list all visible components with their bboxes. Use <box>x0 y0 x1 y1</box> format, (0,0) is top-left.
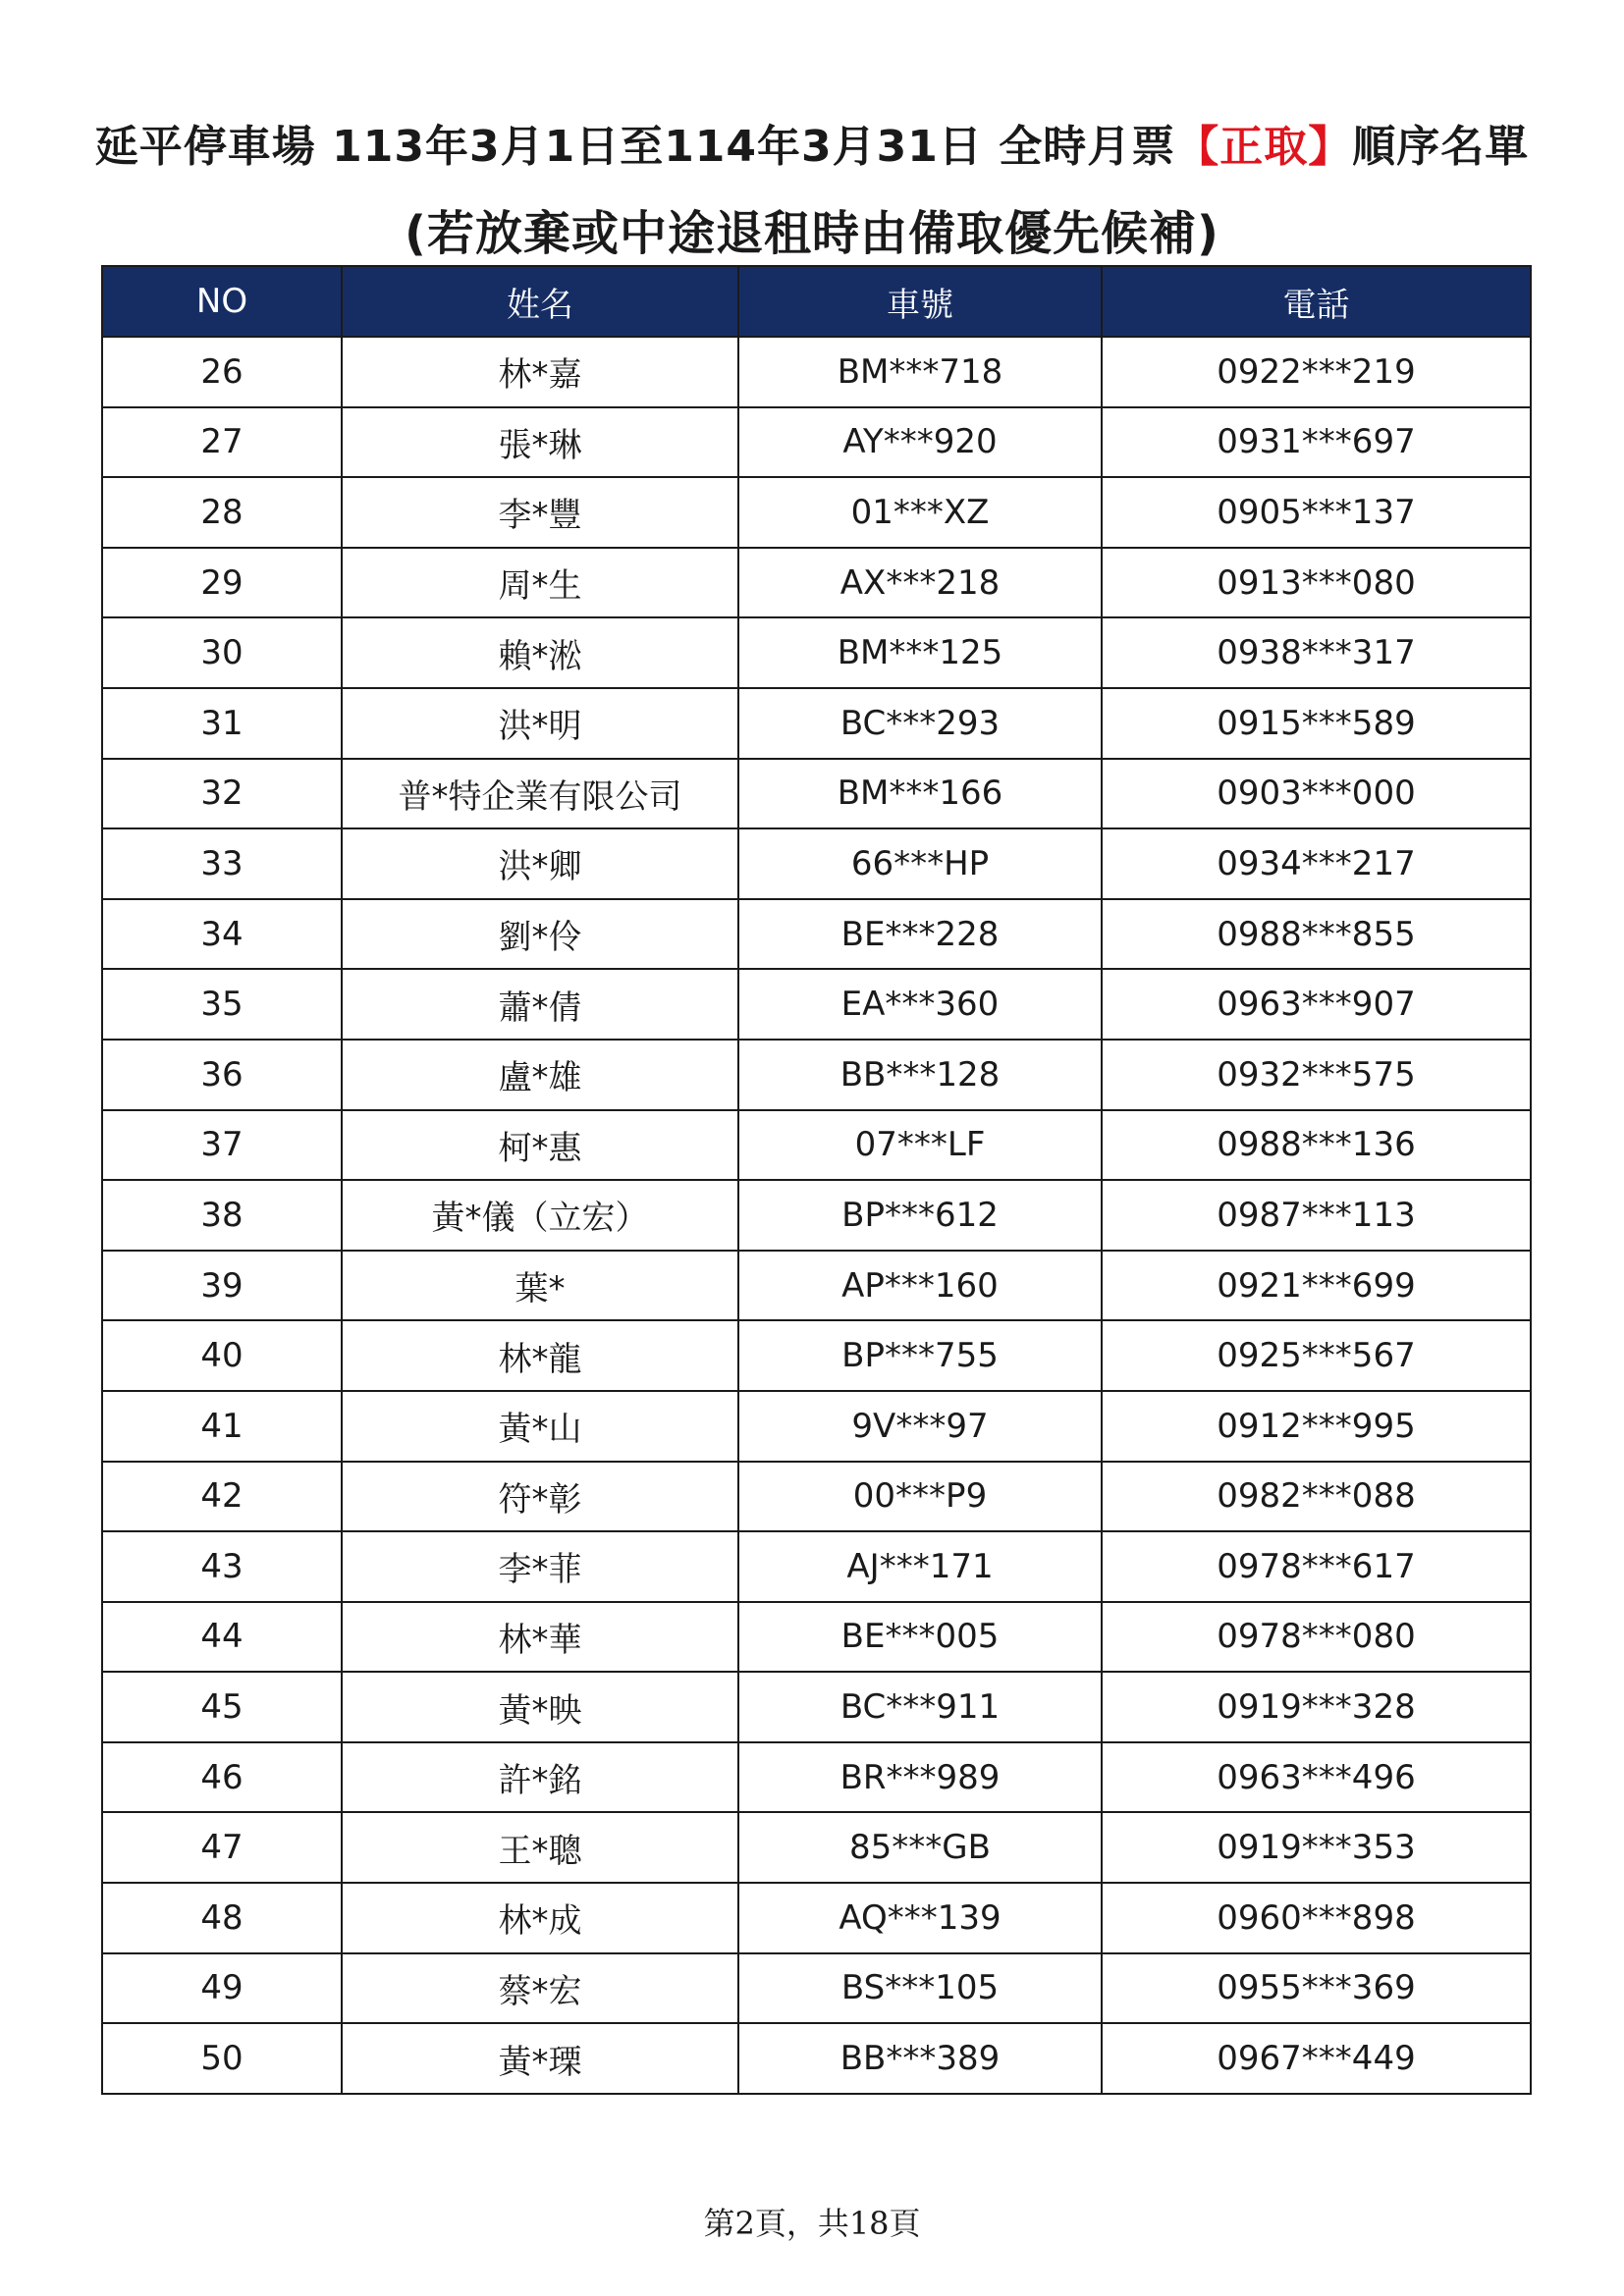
table-row <box>102 1742 1531 1813</box>
cell-no: 47 <box>102 1812 342 1883</box>
cell-phone: 0919***328 <box>1102 1672 1531 1742</box>
cell-no: 34 <box>102 899 342 970</box>
cell-name: 蔡*宏 <box>342 1953 738 2024</box>
column-header-phone: 電話 <box>1102 266 1531 337</box>
cell-no: 40 <box>102 1320 342 1391</box>
cell-plate: BR***989 <box>738 1742 1102 1813</box>
cell-name: 林*龍 <box>342 1320 738 1391</box>
table-row <box>102 548 1531 618</box>
table-row <box>102 1953 1531 2024</box>
cell-no: 30 <box>102 617 342 688</box>
cell-phone: 0963***907 <box>1102 969 1531 1040</box>
cell-name: 李*豐 <box>342 477 738 548</box>
cell-name: 王*聰 <box>342 1812 738 1883</box>
table-row <box>102 1812 1531 1883</box>
cell-name: 葉* <box>342 1251 738 1321</box>
table-row <box>102 1531 1531 1602</box>
cell-phone: 0982***088 <box>1102 1462 1531 1532</box>
title-highlight: 【正取】 <box>1175 122 1353 172</box>
cell-name: 李*菲 <box>342 1531 738 1602</box>
cell-no: 46 <box>102 1742 342 1813</box>
page-subtitle: (若放棄或中途退租時由備取優先候補) <box>405 206 1219 261</box>
cell-no: 38 <box>102 1180 342 1251</box>
table-row <box>102 1602 1531 1673</box>
cell-plate: BM***166 <box>738 759 1102 829</box>
cell-plate: BC***293 <box>738 688 1102 759</box>
cell-name: 洪*明 <box>342 688 738 759</box>
cell-no: 39 <box>102 1251 342 1321</box>
cell-plate: BP***755 <box>738 1320 1102 1391</box>
cell-no: 32 <box>102 759 342 829</box>
cell-phone: 0978***617 <box>1102 1531 1531 1602</box>
table-row <box>102 1462 1531 1532</box>
cell-plate: BB***128 <box>738 1040 1102 1110</box>
cell-no: 31 <box>102 688 342 759</box>
cell-plate: AP***160 <box>738 1251 1102 1321</box>
page-title <box>0 116 1624 179</box>
cell-phone: 0938***317 <box>1102 617 1531 688</box>
cell-no: 43 <box>102 1531 342 1602</box>
cell-phone: 0988***136 <box>1102 1110 1531 1181</box>
table-body <box>102 337 1531 2094</box>
cell-name: 符*彰 <box>342 1462 738 1532</box>
cell-phone: 0931***697 <box>1102 407 1531 478</box>
cell-phone: 0955***369 <box>1102 1953 1531 2024</box>
table-row <box>102 899 1531 970</box>
cell-plate: BB***389 <box>738 2023 1102 2094</box>
cell-plate: BC***911 <box>738 1672 1102 1742</box>
cell-plate: BE***005 <box>738 1602 1102 1673</box>
cell-plate: BM***718 <box>738 337 1102 407</box>
cell-name: 林*嘉 <box>342 337 738 407</box>
cell-phone: 0963***496 <box>1102 1742 1531 1813</box>
cell-no: 26 <box>102 337 342 407</box>
cell-no: 33 <box>102 828 342 899</box>
cell-phone: 0913***080 <box>1102 548 1531 618</box>
cell-plate: AQ***139 <box>738 1883 1102 1953</box>
cell-no: 41 <box>102 1391 342 1462</box>
cell-phone: 0960***898 <box>1102 1883 1531 1953</box>
table-row <box>102 1040 1531 1110</box>
table-row <box>102 1672 1531 1742</box>
cell-plate: 66***HP <box>738 828 1102 899</box>
cell-phone: 0978***080 <box>1102 1602 1531 1673</box>
cell-plate: BS***105 <box>738 1953 1102 2024</box>
cell-no: 28 <box>102 477 342 548</box>
column-header-no: NO <box>102 266 342 337</box>
cell-phone: 0967***449 <box>1102 2023 1531 2094</box>
table-header-row <box>102 266 1531 337</box>
cell-name: 張*琳 <box>342 407 738 478</box>
cell-no: 27 <box>102 407 342 478</box>
roster-table <box>101 265 1532 2095</box>
cell-phone: 0987***113 <box>1102 1180 1531 1251</box>
cell-phone: 0903***000 <box>1102 759 1531 829</box>
table-row <box>102 337 1531 407</box>
cell-name: 林*成 <box>342 1883 738 1953</box>
cell-name: 蕭*倩 <box>342 969 738 1040</box>
cell-name: 洪*卿 <box>342 828 738 899</box>
table-row <box>102 688 1531 759</box>
cell-name: 黃*儀（立宏） <box>342 1180 738 1251</box>
table-row <box>102 2023 1531 2094</box>
cell-phone: 0915***589 <box>1102 688 1531 759</box>
cell-name: 劉*伶 <box>342 899 738 970</box>
cell-plate: 85***GB <box>738 1812 1102 1883</box>
cell-name: 普*特企業有限公司 <box>342 759 738 829</box>
cell-no: 29 <box>102 548 342 618</box>
document-header <box>0 116 1624 265</box>
cell-phone: 0932***575 <box>1102 1040 1531 1110</box>
cell-plate: AX***218 <box>738 548 1102 618</box>
cell-no: 50 <box>102 2023 342 2094</box>
table-row <box>102 407 1531 478</box>
page-number: 第2頁，共18頁 <box>703 2205 921 2242</box>
cell-name: 柯*惠 <box>342 1110 738 1181</box>
cell-plate: AJ***171 <box>738 1531 1102 1602</box>
cell-no: 36 <box>102 1040 342 1110</box>
cell-name: 黃*山 <box>342 1391 738 1462</box>
cell-no: 49 <box>102 1953 342 2024</box>
cell-name: 林*華 <box>342 1602 738 1673</box>
table-row <box>102 1320 1531 1391</box>
cell-phone: 0988***855 <box>1102 899 1531 970</box>
cell-plate: 07***LF <box>738 1110 1102 1181</box>
cell-phone: 0905***137 <box>1102 477 1531 548</box>
table-row <box>102 617 1531 688</box>
cell-plate: 00***P9 <box>738 1462 1102 1532</box>
table-row <box>102 1180 1531 1251</box>
cell-plate: 9V***97 <box>738 1391 1102 1462</box>
title-prefix: 延平停車場 113年3月1日至114年3月31日 全時月票 <box>94 122 1176 172</box>
cell-plate: EA***360 <box>738 969 1102 1040</box>
table-row <box>102 1251 1531 1321</box>
cell-phone: 0919***353 <box>1102 1812 1531 1883</box>
column-header-plate: 車號 <box>738 266 1102 337</box>
cell-plate: AY***920 <box>738 407 1102 478</box>
cell-phone: 0925***567 <box>1102 1320 1531 1391</box>
title-suffix: 順序名單 <box>1352 122 1530 172</box>
cell-name: 許*銘 <box>342 1742 738 1813</box>
table-row <box>102 477 1531 548</box>
cell-no: 44 <box>102 1602 342 1673</box>
cell-plate: BE***228 <box>738 899 1102 970</box>
cell-no: 48 <box>102 1883 342 1953</box>
column-header-name: 姓名 <box>342 266 738 337</box>
cell-no: 45 <box>102 1672 342 1742</box>
cell-phone: 0922***219 <box>1102 337 1531 407</box>
table-row <box>102 759 1531 829</box>
cell-plate: BM***125 <box>738 617 1102 688</box>
cell-phone: 0912***995 <box>1102 1391 1531 1462</box>
table-row <box>102 969 1531 1040</box>
cell-no: 42 <box>102 1462 342 1532</box>
table-row <box>102 1110 1531 1181</box>
cell-no: 37 <box>102 1110 342 1181</box>
table-row <box>102 1391 1531 1462</box>
cell-name: 周*生 <box>342 548 738 618</box>
table-row <box>102 828 1531 899</box>
cell-name: 盧*雄 <box>342 1040 738 1110</box>
cell-plate: 01***XZ <box>738 477 1102 548</box>
cell-name: 賴*淞 <box>342 617 738 688</box>
cell-no: 35 <box>102 969 342 1040</box>
cell-name: 黃*映 <box>342 1672 738 1742</box>
table-row <box>102 1883 1531 1953</box>
cell-name: 黃*瑮 <box>342 2023 738 2094</box>
cell-phone: 0934***217 <box>1102 828 1531 899</box>
cell-plate: BP***612 <box>738 1180 1102 1251</box>
cell-phone: 0921***699 <box>1102 1251 1531 1321</box>
